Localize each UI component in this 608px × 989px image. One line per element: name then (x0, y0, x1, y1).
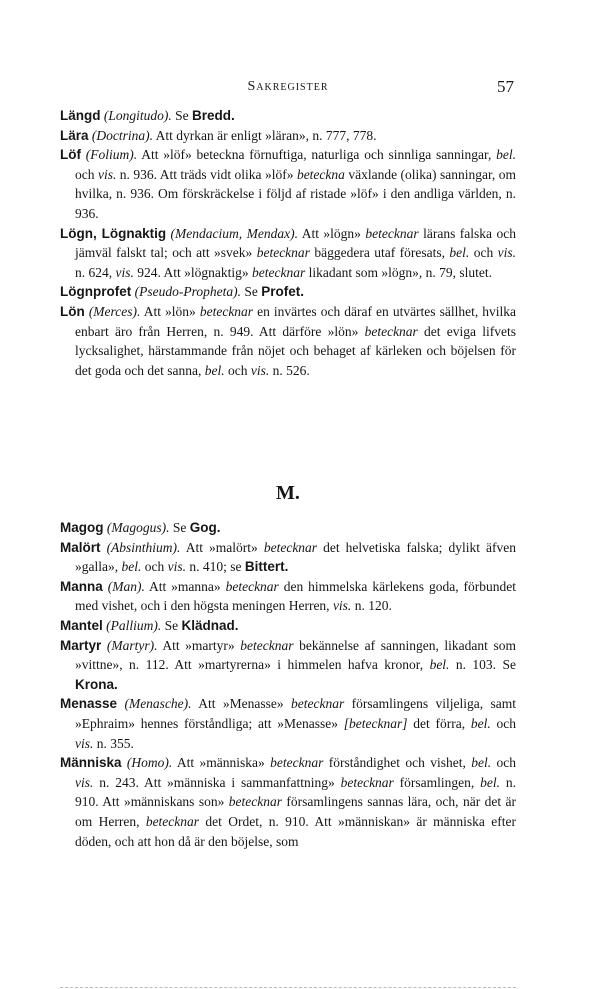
cross-reference: Profet. (261, 284, 304, 300)
headword: Manna (60, 578, 103, 594)
running-head: Sakregister (247, 79, 329, 94)
cross-reference: Gog. (189, 520, 221, 535)
entry-logn: Lögn, Lögnaktig (Mendacium, Mendax). Att »lögn» betecknar lärans falska och jämväl falskt tal; och att »svek» betecknar bäggedera utaf föresats, bel. och vis. n. 624, vis. 924. Att »lögnaktig» betecknar likadant som »lögn», n. 79, slutet. (60, 225, 516, 280)
headword: Menasse (60, 696, 118, 712)
entry-martyr: Martyr (Martyr). Att »martyr» betecknar bekännelse af sanningen, likadant som »vittne», n. 112. Att »martyrerna» i himmelen hafva kronor, bel. n. 103. Se Krona. (60, 637, 516, 692)
headword: Lögn, Lögnaktig (60, 225, 167, 241)
entry-manniska: Människa (Homo). Att »människa» betecknar förståndighet och vishet, bel. och vis. n. 243. Att »människa i sammanfattning» betecknar församlingen, bel. n. 910. Att »människans son» betecknar församlingens sannas lära, och, när det är om Herren, betecknar det Ordet, n. 910. Att »människan» är människa efter döden, och att hon då är den böjelse, som (60, 755, 517, 849)
headword: Mantel (60, 617, 103, 633)
entry-menasse: Menasse (Menasche). Att »Menasse» betecknar församlingens viljeliga, samt »Ephraim» hennes förståndliga; att »Menasse» [betecknar] det förra, bel. och vis. n. 355. (60, 696, 517, 751)
headword: Magog (60, 520, 104, 535)
entry-lof: Löf (Folium). Att »löf» beteckna förnuftiga, naturliga och sinnliga sanningar, bel. och vis. n. 936. Att träds vidt olika »löf» beteckna växlande (olika) sanningar, om hvilka, n. 936. Om förskräckelse i följd af ristade »löf» i den andliga världen, n. 936. (60, 147, 517, 221)
headword: Lön (60, 303, 85, 319)
latin-term: (Merces). (88, 303, 141, 319)
latin-term: (Doctrina). (91, 127, 154, 143)
entry-lognprofet: Lögnprofet (Pseudo-Propheta). Se Profet. (60, 284, 304, 300)
entry-malort: Malört (Absinthium). Att »malört» betecknar det helvetiska falska; dylikt äfven »galla», bel. och vis. n. 410; se Bittert. (60, 539, 517, 575)
headword: Lära (60, 127, 89, 143)
entry-mantel: Mantel (Pallium). Se Klädnad. (60, 617, 239, 633)
entry-magog: Magog (Magogus). Se Gog. (60, 520, 221, 535)
headword: Martyr (60, 637, 102, 653)
headword: Människa (60, 755, 122, 771)
latin-term: (Homo). (126, 755, 173, 771)
latin-term: (Man). (107, 578, 145, 594)
page-number: 57 (497, 77, 514, 96)
cross-reference: Bittert. (244, 559, 289, 575)
cross-reference: Krona. (75, 676, 118, 692)
latin-term: (Absinthium). (106, 539, 181, 555)
latin-term: (Menasche). (124, 696, 192, 712)
entries-l (60, 106, 516, 380)
entry-lon: Lön (Merces). Att »lön» betecknar en invärtes och däraf en utvärtes sällhet, hvilka enbart äro från Herren, n. 949. Att därföre »lön» betecknar det eviga lifvets lycksalighet, härstammande från nöjet och behaget af kärleken och böjelsen för det goda och det sanna, bel. och vis. n. 526. (60, 303, 517, 378)
headword: Längd (60, 108, 101, 123)
latin-term: (Pallium). (106, 617, 162, 633)
latin-term: (Longitudo). (103, 108, 172, 123)
latin-term: (Magogus). (106, 520, 170, 535)
cross-reference: Bredd. (192, 108, 235, 123)
page-header (60, 77, 516, 97)
entry-lara: Lära (Doctrina). Att dyrkan är enligt »läran», n. 777, 778. (60, 127, 377, 143)
section-letter-m: M. (276, 482, 300, 504)
entry-manna: Manna (Man). Att »manna» betecknar den himmelska kärlekens goda, förbundet med vishet, och i den högsta meningen Herren, vis. n. 120. (60, 578, 517, 614)
entries-m (60, 518, 516, 851)
cross-reference: Klädnad. (181, 617, 239, 633)
entry-langd: Längd (Longitudo). Se Bredd. (60, 108, 235, 123)
latin-term: (Pseudo-Propheta). (134, 284, 241, 300)
latin-term: (Folium). (85, 147, 138, 163)
latin-term: (Mendacium, Mendax). (170, 225, 298, 241)
headword: Lögnprofet (60, 284, 132, 300)
headword: Malört (60, 539, 101, 555)
latin-term: (Martyr). (106, 637, 158, 653)
headword: Löf (60, 147, 81, 163)
